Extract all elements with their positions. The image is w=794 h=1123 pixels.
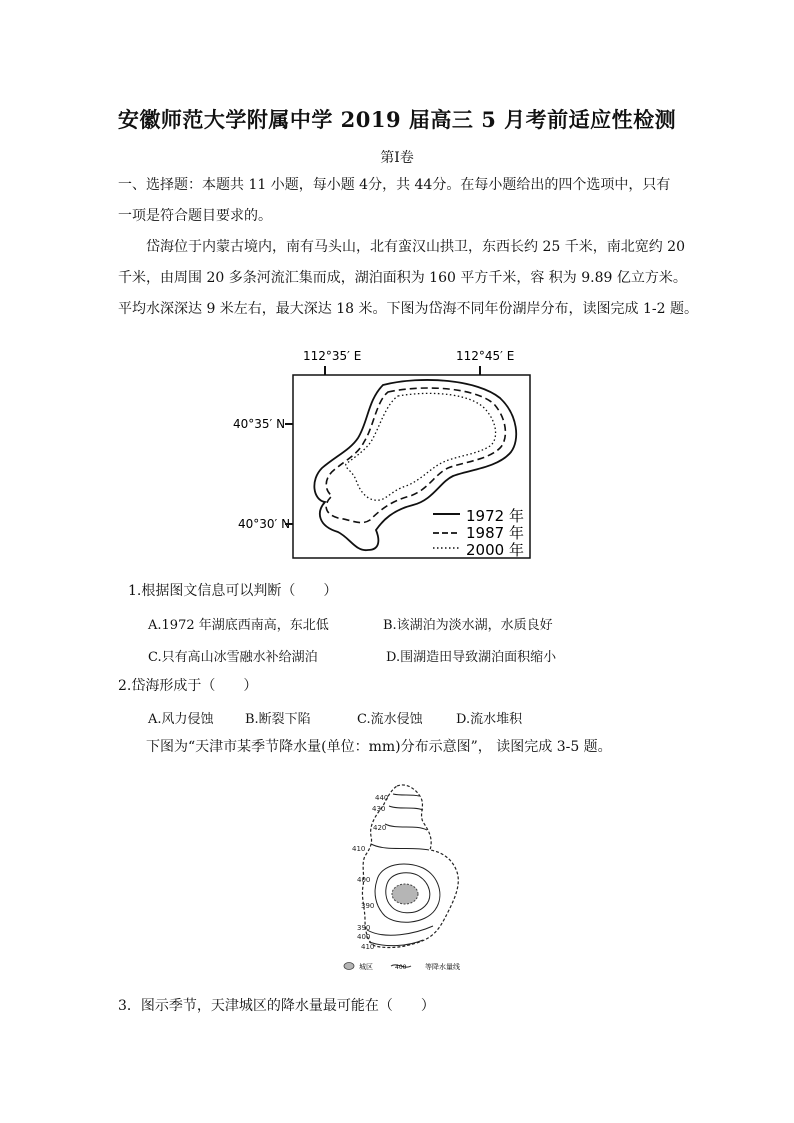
intro-line-1: 岱海位于内蒙古境内，南有马头山，北有蛮汉山拱卫，东西长约 25 千米，南北宽约 20	[146, 239, 685, 255]
isoline-430	[389, 806, 423, 810]
latitude-label-top: 40°35′ N	[233, 417, 286, 431]
isoline-label-400: 400	[357, 876, 371, 884]
latitude-label-bottom: 40°30′ N	[238, 517, 291, 531]
legend-label-1972: 1972 年	[466, 507, 524, 525]
legend-city-label: 城区	[359, 963, 373, 971]
question-1-stem: 1.根据图文信息可以判断（ ）	[128, 583, 338, 599]
isoline-410	[371, 844, 429, 850]
exam-title: 安徽师范大学附属中学 2019 届高三 5 月考前适应性检测	[117, 107, 677, 132]
question-2-option-c[interactable]: C.流水侵蚀	[357, 712, 423, 727]
shoreline-2000	[346, 393, 496, 500]
legend-city-swatch	[344, 963, 354, 970]
longitude-label-left: 112°35′ E	[303, 349, 362, 363]
section-instruction-line-2: 一项是符合题目要求的。	[118, 208, 272, 224]
intro-line-3: 平均水深深达 9 米左右，最大深达 18 米。下图为岱海不同年份湖岸分布，读图完成 1-2 题。	[118, 301, 698, 317]
legend-label-2000: 2000 年	[466, 541, 524, 559]
question-1-option-c[interactable]: C.只有高山冰雪融水补给湖泊	[148, 650, 318, 665]
map2-intro: 下图为“天津市某季节降水量(单位：mm)分布示意图”， 读图完成 3-5 题。	[146, 739, 612, 755]
question-2-stem: 2.岱海形成于（ ）	[118, 678, 258, 694]
isoline-label-400-south: 400	[357, 933, 371, 941]
legend-label-1987: 1987 年	[466, 524, 524, 542]
tianjin-precipitation-map	[335, 780, 505, 975]
isoline-410-south	[369, 940, 423, 946]
city-area	[392, 884, 418, 904]
legend-isoline-label: 等降水量线	[425, 963, 460, 971]
daihai-shoreline-map	[228, 340, 548, 570]
isoline-label-430: 430	[372, 805, 386, 813]
question-2-option-b[interactable]: B.断裂下陷	[245, 712, 311, 727]
isoline-label-390-south: 390	[357, 924, 371, 932]
volume-label: 第Ⅰ卷	[380, 150, 414, 166]
question-3-stem: 3．图示季节，天津城区的降水量最可能在（ ）	[118, 998, 435, 1014]
isoline-440	[393, 794, 419, 796]
isoline-label-410-south: 410	[361, 943, 375, 951]
isoline-label-420: 420	[373, 824, 387, 832]
legend-isoline-value: 400	[395, 964, 407, 971]
isoline-label-410: 410	[352, 845, 366, 853]
question-1-option-b[interactable]: B.该湖泊为淡水湖，水质良好	[383, 618, 553, 633]
isoline-label-390: 390	[361, 902, 375, 910]
question-2-option-d[interactable]: D.流水堆积	[456, 712, 523, 727]
shoreline-1987	[326, 388, 505, 523]
intro-line-2: 千米，由周围 20 多条河流汇集而成，湖泊面积为 160 平方千米，容 积为 9.89 亿立方米。	[118, 270, 687, 286]
question-2-option-a[interactable]: A.风力侵蚀	[148, 712, 214, 727]
section-instruction-line-1: 一、选择题：本题共 11 小题，每小题 4分，共 44分。在每小题给出的四个选项中，只有	[118, 177, 671, 193]
longitude-label-right: 112°45′ E	[456, 349, 515, 363]
isoline-420	[385, 824, 427, 830]
question-1-option-a[interactable]: A.1972 年湖底西南高，东北低	[148, 618, 329, 633]
isoline-label-440: 440	[375, 794, 389, 802]
question-1-option-d[interactable]: D.围湖造田导致湖泊面积缩小	[386, 650, 557, 665]
isoline-400-south	[367, 926, 433, 935]
